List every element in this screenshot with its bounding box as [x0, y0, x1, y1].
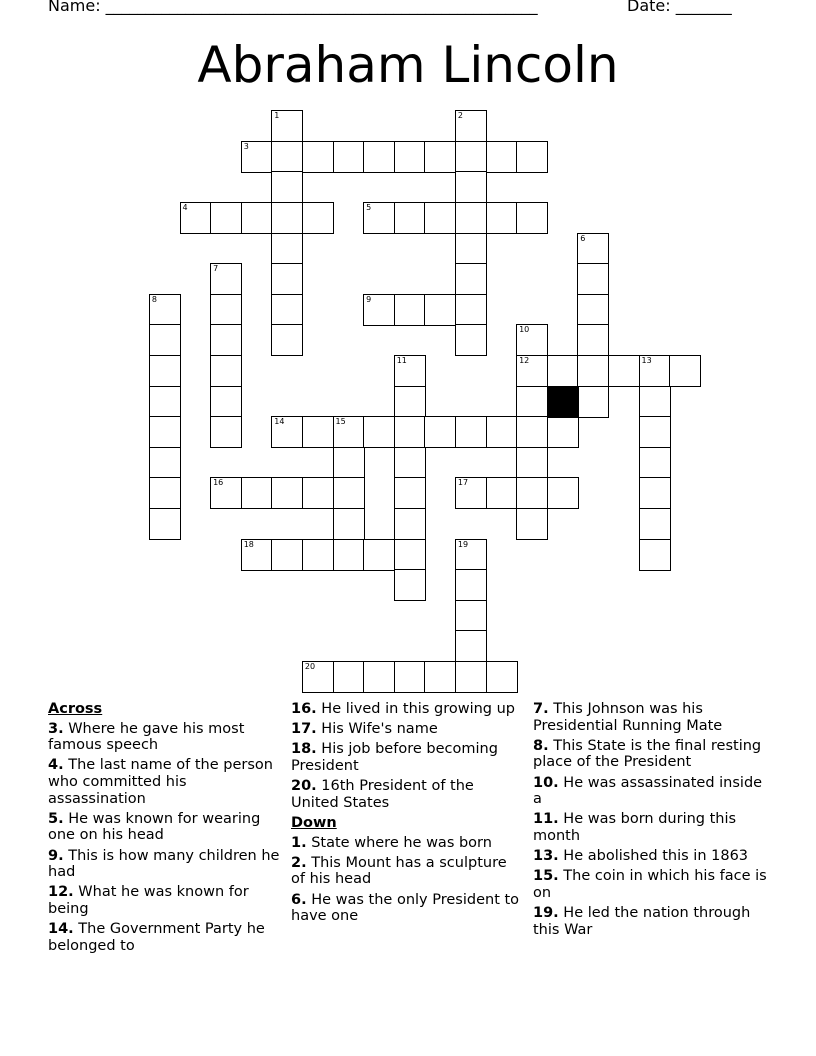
grid-cell[interactable]	[210, 202, 242, 234]
grid-cell[interactable]	[271, 141, 303, 173]
clue-number: 8	[151, 294, 157, 304]
clue-number: 19	[457, 539, 469, 549]
grid-cell[interactable]	[639, 386, 671, 418]
grid-cell[interactable]	[394, 477, 426, 509]
grid-cell[interactable]	[394, 294, 426, 326]
grid-cell[interactable]	[333, 141, 365, 173]
grid-cell[interactable]	[516, 447, 548, 479]
grid-cell[interactable]	[210, 263, 242, 295]
clue-down-10: 10. He was assassinated inside a	[533, 774, 763, 808]
date-field[interactable]: Date: _______	[627, 0, 732, 15]
clue-down-6: 6. He was the only President to have one	[291, 891, 520, 925]
grid-cell[interactable]	[516, 416, 548, 448]
grid-cell[interactable]	[455, 171, 487, 203]
grid-cell[interactable]	[577, 324, 609, 356]
grid-cell[interactable]	[486, 477, 518, 509]
grid-cell[interactable]	[149, 477, 181, 509]
grid-cell[interactable]	[486, 661, 518, 693]
grid-cell[interactable]	[271, 294, 303, 326]
grid-cell[interactable]	[271, 416, 303, 448]
grid-cell[interactable]	[241, 141, 273, 173]
grid-cell[interactable]	[455, 416, 487, 448]
clues-column-1	[48, 701, 280, 958]
grid-cell[interactable]	[333, 661, 365, 693]
grid-cell[interactable]	[455, 600, 487, 632]
grid-cell[interactable]	[486, 141, 518, 173]
grid-cell[interactable]	[363, 202, 395, 234]
clues-column-2	[291, 701, 523, 928]
grid-cell[interactable]	[455, 477, 487, 509]
grid-cell[interactable]	[210, 386, 242, 418]
grid-cell[interactable]	[547, 477, 579, 509]
grid-cell[interactable]	[180, 202, 212, 234]
grid-cell[interactable]	[486, 202, 518, 234]
grid-cell[interactable]	[210, 324, 242, 356]
grid-cell[interactable]	[577, 386, 609, 418]
grid-cell[interactable]	[669, 355, 701, 387]
grid-cell[interactable]	[639, 355, 671, 387]
grid-cell[interactable]	[455, 324, 487, 356]
clue-down-13: 13. He abolished this in 1863	[533, 848, 749, 865]
clue-across-20: 20. 16th President of the United States	[291, 778, 474, 811]
grid-cell[interactable]	[271, 202, 303, 234]
grid-cell[interactable]	[639, 477, 671, 509]
grid-cell[interactable]	[271, 171, 303, 203]
grid-cell[interactable]	[333, 508, 365, 540]
grid-cell[interactable]	[455, 630, 487, 662]
clue-number: 11	[396, 355, 407, 365]
grid-cell[interactable]	[394, 355, 426, 387]
clue-across-3: 3. Where he gave his most famous speech	[48, 720, 245, 754]
grid-cell[interactable]	[547, 355, 579, 387]
clue-across-16: 16. He lived in this growing up	[291, 701, 516, 717]
clue-down-7: 7. This Johnson was his Presidential Running Mate	[533, 701, 723, 734]
clue-across-5: 5. He was known for wearing one on his head	[48, 810, 261, 844]
page-title: Abraham Lincoln	[197, 36, 619, 94]
grid-cell[interactable]	[333, 416, 365, 448]
grid-cell[interactable]	[394, 386, 426, 418]
clue-number: 4	[182, 202, 188, 212]
grid-cell[interactable]	[271, 477, 303, 509]
grid-cell[interactable]	[363, 661, 395, 693]
clue-number: 16	[213, 478, 224, 488]
clue-number: 20	[304, 661, 316, 671]
black-square	[547, 386, 579, 418]
grid-cell[interactable]	[424, 661, 456, 693]
clue-number: 7	[213, 264, 219, 274]
name-field[interactable]: Name: ______________________________________________________	[48, 0, 538, 15]
grid-cell[interactable]	[455, 141, 487, 173]
grid-cell[interactable]	[455, 569, 487, 601]
grid-cell[interactable]	[394, 539, 426, 571]
grid-cell[interactable]	[455, 233, 487, 265]
grid-cell[interactable]	[639, 539, 671, 571]
grid-cell[interactable]	[639, 416, 671, 448]
grid-cell[interactable]	[363, 416, 395, 448]
clue-number: 1	[274, 111, 280, 121]
clue-number: 3	[243, 141, 249, 151]
clue-down-8: 8. This State is the final resting place of the President	[533, 737, 762, 771]
grid-cell[interactable]	[271, 263, 303, 295]
grid-cell[interactable]	[394, 141, 426, 173]
grid-cell[interactable]	[210, 355, 242, 387]
grid-cell[interactable]	[363, 539, 395, 571]
across-heading: Across	[48, 701, 103, 717]
grid-cell[interactable]	[424, 141, 456, 173]
grid-cell[interactable]	[302, 539, 334, 571]
clue-across-12: 12. What he was known for being	[48, 884, 249, 917]
clue-number: 15	[335, 417, 346, 427]
grid-cell[interactable]	[516, 386, 548, 418]
grid-cell[interactable]	[455, 263, 487, 295]
grid-cell[interactable]	[302, 661, 334, 693]
grid-cell[interactable]	[333, 539, 365, 571]
down-heading: Down	[291, 814, 337, 831]
grid-cell[interactable]	[516, 202, 548, 234]
grid-cell[interactable]	[516, 324, 548, 356]
grid-cell[interactable]	[302, 416, 334, 448]
clue-number: 9	[366, 294, 372, 304]
grid-cell[interactable]	[394, 569, 426, 601]
grid-cell[interactable]	[271, 233, 303, 265]
grid-cell[interactable]	[394, 661, 426, 693]
clue-number: 2	[457, 111, 463, 121]
grid-cell[interactable]	[241, 539, 273, 571]
clue-across-4: 4. The last name of the person who committed his assassination	[48, 757, 273, 807]
grid-cell[interactable]	[149, 294, 181, 326]
clue-down-11: 11. He was born during this month	[533, 811, 737, 844]
clue-across-9: 9. This is how many children he had	[48, 847, 280, 881]
grid-cell[interactable]	[333, 447, 365, 479]
grid-cell[interactable]	[271, 324, 303, 356]
grid-cell[interactable]	[577, 263, 609, 295]
grid-cell[interactable]	[363, 141, 395, 173]
grid-cell[interactable]	[149, 355, 181, 387]
grid-cell[interactable]	[639, 447, 671, 479]
grid-cell[interactable]	[241, 202, 273, 234]
grid-cell[interactable]	[363, 294, 395, 326]
clue-number: 5	[366, 202, 372, 212]
grid-cell[interactable]	[608, 355, 640, 387]
clue-number: 17	[457, 478, 469, 488]
grid-cell[interactable]	[149, 447, 181, 479]
clues-column-3	[533, 701, 773, 942]
grid-cell[interactable]	[455, 202, 487, 234]
grid-cell[interactable]	[394, 508, 426, 540]
grid-cell[interactable]	[516, 508, 548, 540]
grid-cell[interactable]	[241, 477, 273, 509]
grid-cell[interactable]	[455, 294, 487, 326]
grid-cell[interactable]	[455, 539, 487, 571]
grid-cell[interactable]	[149, 386, 181, 418]
grid-cell[interactable]	[210, 416, 242, 448]
grid-cell[interactable]	[424, 202, 456, 234]
clue-down-19: 19. He led the nation through this War	[533, 905, 751, 938]
clue-across-17: 17. His Wife's name	[291, 721, 438, 738]
grid-cell[interactable]	[577, 294, 609, 326]
grid-cell[interactable]	[577, 355, 609, 387]
grid-cell[interactable]	[424, 416, 456, 448]
grid-cell[interactable]	[302, 141, 334, 173]
clue-down-1: 1. State where he was born	[291, 834, 492, 851]
grid-cell[interactable]	[394, 447, 426, 479]
grid-cell[interactable]	[149, 508, 181, 540]
grid-cell[interactable]	[149, 416, 181, 448]
grid-cell[interactable]	[455, 110, 487, 142]
grid-cell[interactable]	[302, 477, 334, 509]
clue-across-18: 18. His job before becoming President	[291, 741, 498, 774]
grid-cell[interactable]	[271, 110, 303, 142]
grid-cell[interactable]	[149, 324, 181, 356]
clue-down-15: 15. The coin in which his face is on	[533, 868, 767, 901]
grid-cell[interactable]	[547, 416, 579, 448]
grid-cell[interactable]	[577, 233, 609, 265]
clue-across-14: 14. The Government Party he belonged to	[48, 921, 265, 954]
grid-cell[interactable]	[486, 416, 518, 448]
clue-number: 12	[519, 355, 530, 365]
grid-cell[interactable]	[394, 202, 426, 234]
grid-cell[interactable]	[455, 661, 487, 693]
grid-cell[interactable]	[210, 477, 242, 509]
grid-cell[interactable]	[302, 202, 334, 234]
clue-number: 10	[519, 325, 530, 335]
grid-cell[interactable]	[333, 477, 365, 509]
clue-down-2: 2. This Mount has a sculpture of his head	[291, 854, 507, 888]
grid-cell[interactable]	[516, 141, 548, 173]
clue-number: 6	[580, 233, 586, 243]
clue-number: 13	[641, 355, 652, 365]
clue-number: 18	[243, 539, 254, 549]
grid-cell[interactable]	[424, 294, 456, 326]
grid-cell[interactable]	[271, 539, 303, 571]
clue-number: 14	[274, 417, 285, 427]
grid-cell[interactable]	[516, 355, 548, 387]
grid-cell[interactable]	[516, 477, 548, 509]
grid-cell[interactable]	[394, 416, 426, 448]
grid-cell[interactable]	[210, 294, 242, 326]
grid-cell[interactable]	[639, 508, 671, 540]
